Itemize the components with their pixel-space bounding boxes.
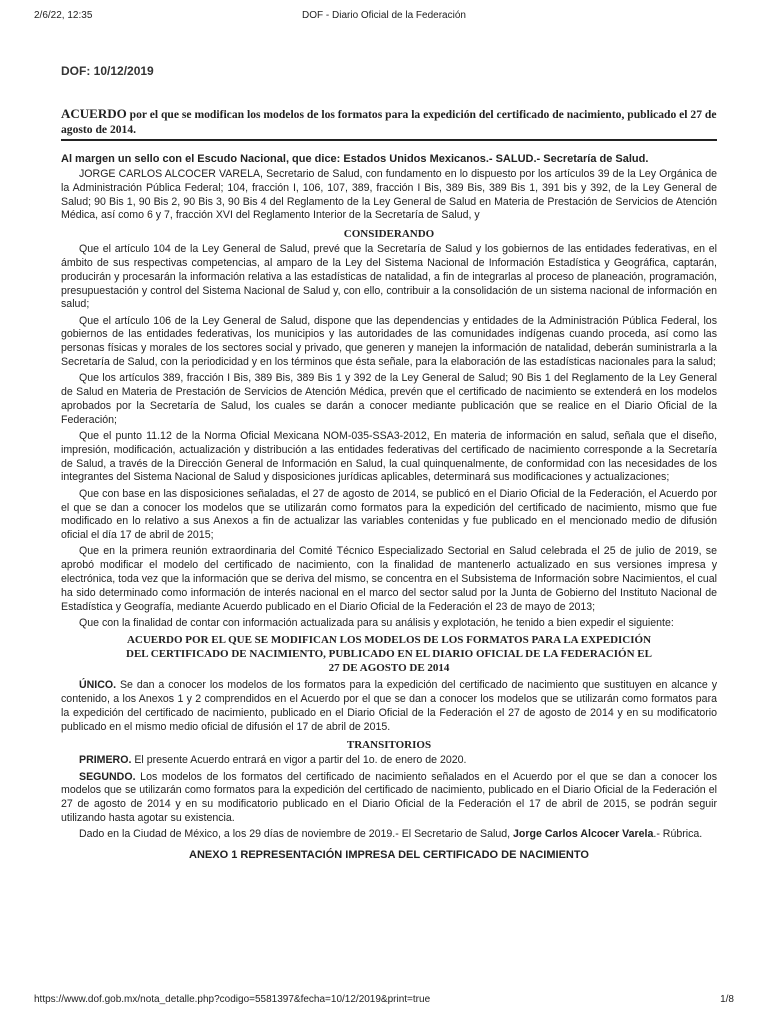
acuerdo-heading-line: ACUERDO POR EL QUE SE MODIFICAN LOS MODELOS DE LOS FORMATOS PARA LA EXPEDICIÓN: [126, 634, 652, 647]
signer-name: Jorge Carlos Alcocer Varela: [513, 828, 654, 841]
margin-note: Al margen un sello con el Escudo Nacional, que dice: Estados Unidos Mexicanos.- SALUD.- Secretaría de Salud.: [61, 153, 649, 165]
acuerdo-heading: [61, 633, 717, 675]
document-title: [61, 106, 717, 141]
dado-paragraph: [61, 828, 717, 842]
print-page-title: DOF - Diario Oficial de la Federación: [302, 10, 466, 21]
unico-text: Se dan a conocer los modelos de los formatos para la expedición del certificado de nacimiento que sustituyen en alcance y contenido, a los Anexos 1 y 2 comprendidos en el Acuerdo por el que se dan a conocer los modelos que se utilizarán como formatos para la expedición del certificado de nacimiento, publicado en el Diario Oficial de la Federación el 27 de agosto de 2014 y en su modificatorio publicado en el mismo medio oficial de difusión el 17 de abril de 2015.: [61, 679, 717, 733]
primero-text: El presente Acuerdo entrará en vigor a partir del 1o. de enero de 2020.: [131, 754, 467, 767]
print-footer: [0, 994, 768, 1010]
acuerdo-heading-line: 27 DE AGOSTO DE 2014: [328, 662, 450, 675]
acuerdo-heading-line: DEL CERTIFICADO DE NACIMIENTO, PUBLICADO EN EL DIARIO OFICIAL DE LA FEDERACIÓN EL: [126, 648, 652, 661]
annex-heading: ANEXO 1 REPRESENTACIÓN IMPRESA DEL CERTIFICADO DE NACIMIENTO: [189, 849, 589, 862]
considerando-paragraph: Que el artículo 106 de la Ley General de Salud, dispone que las dependencias y entidades de la Administración Pública Federal, los gobiernos de las entidades federativas, los municipios y las autoridades de las comunidades indígenas cuando proceda, así como las personas físicas y morales de los sectores social y privado, que generen y manejen la información de natalidad, deberán suministrarla a la Secretaría de Salud, con la periodicidad y en los términos que ésta señale, para la elaboración de las estadísticas nacionales para la salud;: [61, 314, 717, 369]
segundo-text: Los modelos de los formatos del certificado de nacimiento señalados en el Acuerdo por el que se dan a conocer los modelos que se utilizarán como formatos para la expedición del certificado de nacimiento, publicado en el Diario Oficial de la Federación el 27 de agosto de 2014 y en su modificatorio publicado en el Diario Oficial de la Federación el 17 de abril de 2015, se podrán seguir utilizando hasta agotar su existencia.: [61, 770, 717, 825]
considerando-paragraph: Que los artículos 389, fracción I Bis, 389 Bis, 389 Bis 1 y 392 de la Ley General de Salud; 90 Bis 1 del Reglamento de la Ley General de Salud en Materia de Prestación de Servicios de Atención Médica, prevén que el certificado de nacimiento se extenderá en los modelos aprobados por la Secretaría de Salud, los cuales se darán a conocer mediante publicación que se realice en el Diario Oficial de la Federación;: [61, 372, 717, 426]
dof-date: DOF: 10/12/2019: [61, 64, 154, 78]
considerando-paragraph: Que el artículo 104 de la Ley General de Salud, prevé que la Secretaría de Salud y los gobiernos de las entidades federativas, en el ámbito de sus respectivas competencias, al amparo de la Ley del Sistema Nacional de Información Estadística y Geográfica, captarán, producirán y procesarán la información relativa a las estadísticas de natalidad, a fin de integrarlas al proceso de planeación, programación, presupuestación y control del Sistema Nacional de Salud y, con ello, contribuir a la consolidación de un sistema nacional de información en salud;: [61, 243, 717, 311]
considerando-paragraph: Que con base en las disposiciones señaladas, el 27 de agosto de 2014, se publicó en el Diario Oficial de la Federación, el Acuerdo por el que se dan a conocer los modelos que se utilizarán como formatos para la expedición del certificado de nacimiento, mismo que fue modificado en lo relativo a sus Anexos a fin de actualizar las variables contenidas y fue publicado en el mencionado medio de difusión oficial el día 17 de abril de 2015;: [61, 487, 717, 542]
segundo-label: SEGUNDO.: [79, 770, 136, 783]
print-page-number: 1/8: [720, 994, 734, 1005]
intro-paragraph: JORGE CARLOS ALCOCER VARELA, Secretario de Salud, con fundamento en lo dispuesto por los artículos 39 de la Ley Orgánica de la Administración Pública Federal; 104, fracción I, 106, 107, 389, fracción I Bis, 389 Bis, 389 Bis 1, 391 bis y 392, de la Ley General de Salud; 90 Bis 1, 90 Bis 2, 90 Bis 3, 90 Bis 4 del Reglamento de la Ley General de Salud en Materia de Prestación de Servicios de Atención Médica, así como 6 y 7, fracción XVI del Reglamento Interior de la Secretaría de Salud, y: [61, 168, 717, 222]
considerando-paragraph: Que con la finalidad de contar con información actualizada para su análisis y explotación, he tenido a bien expedir el siguiente:: [79, 616, 674, 629]
print-header: [0, 10, 768, 26]
print-url: https://www.dof.gob.mx/nota_detalle.php?codigo=5581397&fecha=10/12/2019&print=true: [34, 994, 431, 1005]
unico-paragraph: [61, 679, 717, 734]
rubrica-text: .- Rúbrica.: [653, 828, 703, 841]
primero-paragraph: [61, 754, 717, 768]
document-body: [61, 64, 717, 862]
considerando-paragraph: Que el punto 11.12 de la Norma Oficial Mexicana NOM-035-SSA3-2012, En materia de información en salud, señala que el diseño, impresión, modificación, actualización y distribución a las entidades federativas del certificado de nacimiento corresponde a la Secretaría de Salud, a través de la Dirección General de Información en Salud, la cual quinquenalmente, de conformidad con las necesidades de los integrantes del Sistema Nacional de Salud y disposiciones jurídicas aplicables, determinará sus modificaciones y actualizaciones;: [61, 430, 717, 484]
title-rest: por el que se modifican los modelos de los formatos para la expedición del certificado de nacimiento, publicado el 27 de agosto de 2014.: [61, 108, 717, 136]
print-datetime: 2/6/22, 12:35: [34, 10, 93, 21]
considerando-paragraph: Que en la primera reunión extraordinaria del Comité Técnico Especializado Sectorial en Salud celebrada el 25 de julio de 2019, se aprobó modificar el modelo del certificado de nacimiento, con la finalidad de mantenerlo actualizado en sus versiones impresa y electrónica, toda vez que la información que se deriva del mismo, se concentra en el Subsistema de Información sobre Nacimientos, el cual ha sido determinado como información de interés nacional en el marco del sector salud por la Junta de Gobierno del Instituto Nacional de Estadística y Geografía, mediante Acuerdo publicado en el Diario Oficial de la Federación el 23 de mayo de 2013;: [61, 545, 717, 613]
dado-text: Dado en la Ciudad de México, a los 29 días de noviembre de 2019.- El Secretario de Salud,: [79, 828, 514, 841]
transitorios-heading: TRANSITORIOS: [346, 739, 432, 752]
title-lead: ACUERDO: [61, 106, 127, 121]
primero-label: PRIMERO.: [79, 754, 132, 767]
unico-label: ÚNICO.: [79, 679, 117, 692]
considerando-heading: CONSIDERANDO: [343, 228, 435, 241]
segundo-paragraph: [61, 771, 717, 826]
